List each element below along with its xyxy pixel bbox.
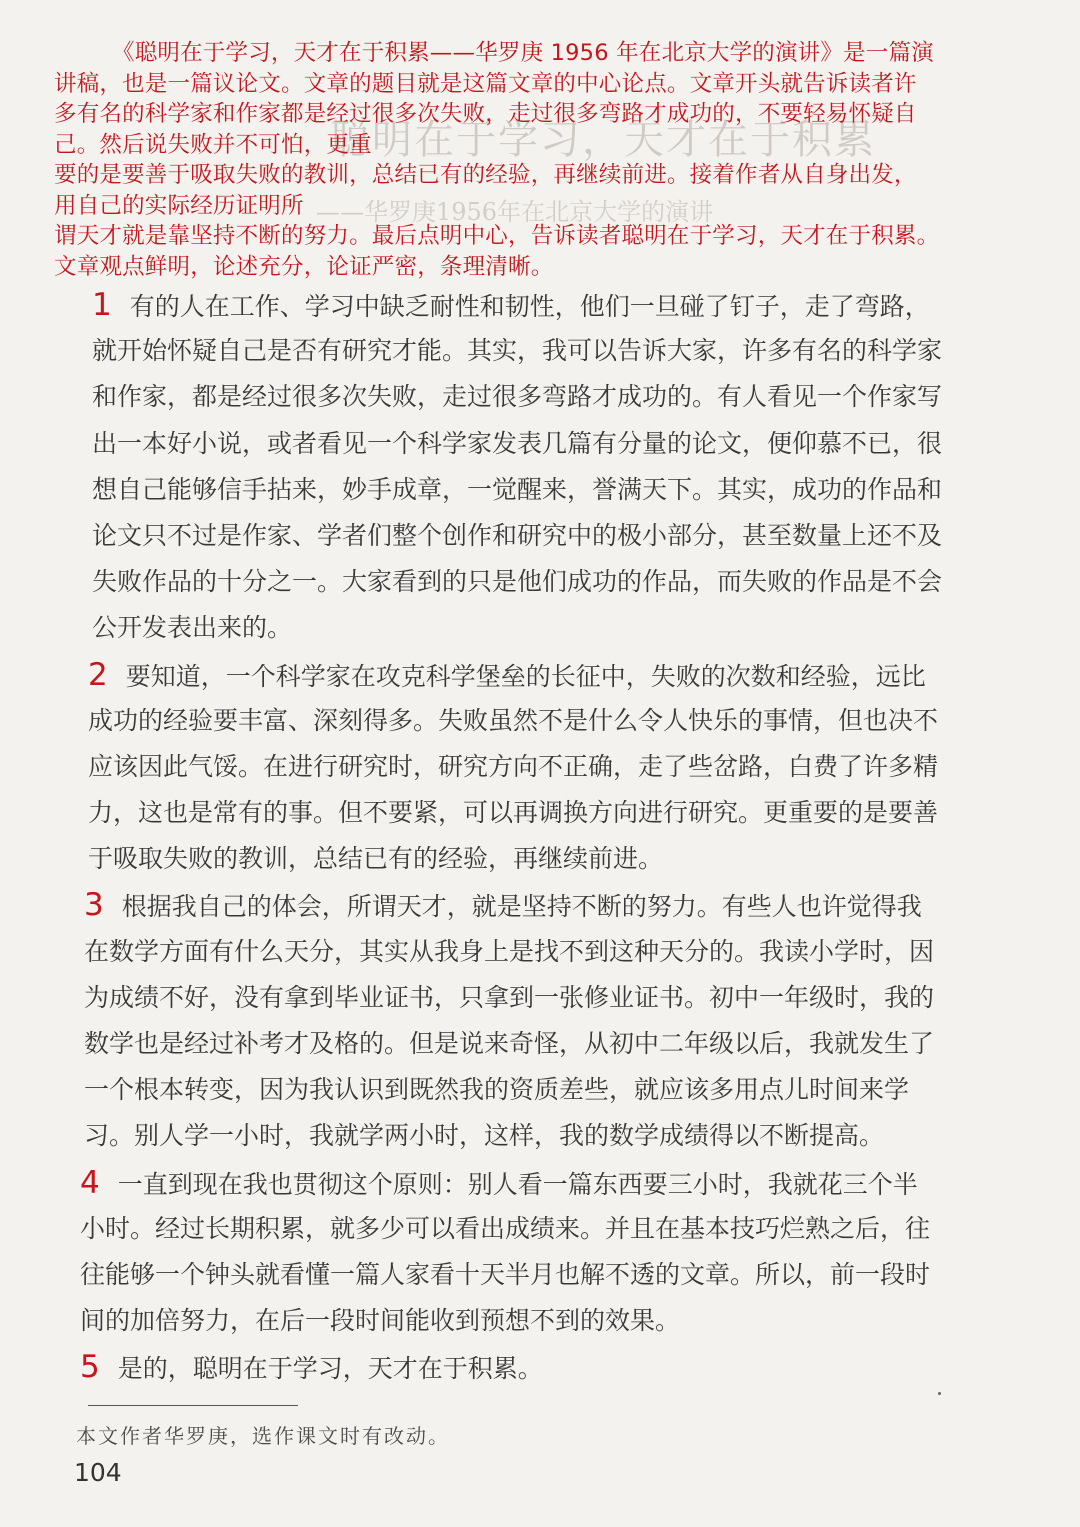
annotation-line: 多有名的科学家和作家都是经过很多次失败，走过很多弯路才成功的，不要轻易怀疑自 (54, 101, 917, 127)
annotation-line: 文章观点鲜明，论述充分，论证严密，条理清晰。 (54, 253, 554, 280)
paragraph-number: 1 (92, 287, 112, 323)
scan-speck (938, 1392, 941, 1395)
paragraph-3 (78, 882, 978, 1159)
footnote: 本文作者华罗庚，选作课文时有改动。 (76, 1424, 450, 1448)
paragraph-line: 和作家，都是经过很多次失败，走过很多弯路才成功的。有人看见一个作家写 (92, 382, 943, 412)
paragraph-line: 论文只不过是作家、学者们整个创作和研究中的极小部分，甚至数量上还不及 (92, 520, 943, 550)
paragraph-line: 一个根本转变，因为我认识到既然我的资质差些，就应该多用点儿时间来学 (84, 1075, 910, 1105)
paragraph-2 (78, 652, 978, 883)
paragraph-line (80, 1160, 978, 1206)
annotation-line: 己。然后说失败并不可怕，更重 (54, 131, 372, 158)
annotation-line: 讲稿，也是一篇议论文。文章的题目就是这篇文章的中心论点。文章开头就告诉读者许 (54, 70, 917, 97)
paragraph-line: 想自己能够信手拈来，妙手成章，一觉醒来，誉满天下。其实，成功的作品和 (92, 474, 943, 504)
footnote-divider (88, 1405, 298, 1406)
paragraph-line: 于吸取失败的教训，总结已有的经验，再继续前进。 (88, 844, 664, 874)
paragraph-line: 数学也是经过补考才及格的。但是说来奇怪，从初中二年级以后，我就发生了 (84, 1029, 935, 1058)
paragraph-line: 力，这也是常有的事。但不要紧，可以再调换方向进行研究。更重要的是要善 (88, 798, 939, 828)
paragraph-text: 一直到现在我也贯彻这个原则：别人看一篇东西要三小时，我就花三个半 (117, 1169, 918, 1199)
printed-title: 聪明在于学习，天才在于积累 (330, 117, 876, 163)
paragraph-line: 在数学方面有什么天分，其实从我身上是找不到这种天分的。我读小学时，因 (84, 936, 935, 966)
paragraph-line: 习。别人学一小时，我就学两小时，这样，我的数学成绩得以不断提高。 (84, 1121, 885, 1151)
red-annotation (54, 38, 990, 282)
paragraph-text: 要知道，一个科学家在攻克科学堡垒的长征中，失败的次数和经验，远比 (125, 661, 926, 691)
annotation-line: 《聪明在于学习，天才在于积累——华罗庚 1956 年在北京大学的演讲》是一篇演 (112, 40, 934, 66)
paragraph-number: 2 (88, 656, 108, 693)
paragraph-line: 间的加倍努力，在后一段时间能收到预想不到的效果。 (80, 1306, 681, 1336)
paragraph-line: 公开发表出来的。 (92, 613, 293, 643)
page-number: 104 (74, 1458, 122, 1487)
paragraph-number: 3 (84, 887, 104, 924)
paragraph-line: 应该因此气馁。在进行研究时，研究方向不正确，走了些岔路，白费了许多精 (88, 751, 939, 781)
printed-subtitle: ——华罗庚1956年在北京大学的演讲 (316, 198, 714, 226)
article-body (78, 282, 978, 1391)
paragraph-line: 小时。经过长期积累，就多少可以看出成绩来。并且在基本技巧烂熟之后，往 (80, 1213, 931, 1243)
paragraph-5 (78, 1344, 978, 1390)
annotation-line: 要的是要善于吸取失败的教训，总结已有的经验，再继续前进。接着作者从自身出发， (54, 162, 917, 188)
paragraph-line: 成功的经验要丰富、深刻得多。失败虽然不是什么令人快乐的事情，但也决不 (88, 705, 939, 735)
paragraph-line: 出一本好小说，或者看见一个科学家发表几篇有分量的论文，便仰慕不已，很 (92, 428, 943, 458)
paragraph-line (88, 652, 978, 698)
paragraph-1 (78, 282, 978, 652)
paragraph-line: 失败作品的十分之一。大家看到的只是他们成功的作品，而失败的作品是不会 (92, 567, 943, 597)
paragraph-number: 4 (80, 1164, 100, 1201)
annotation-line: 谓天才就是靠坚持不断的努力。最后点明中心，告诉读者聪明在于学习，天才在于积累。 (54, 223, 940, 249)
paragraph-line: 往能够一个钟头就看懂一篇人家看十天半月也解不透的文章。所以，前一段时 (80, 1259, 931, 1289)
paragraph-line: 为成绩不好，没有拿到毕业证书，只拿到一张修业证书。初中一年级时，我的 (84, 982, 935, 1012)
paragraph-4 (78, 1160, 978, 1345)
paragraph-number: 5 (80, 1349, 100, 1386)
paragraph-text: 根据我自己的体会，所谓天才，就是坚持不断的努力。有些人也许觉得我 (121, 892, 922, 922)
paragraph-text: 是的，聪明在于学习，天才在于积累。 (117, 1354, 543, 1384)
paragraph-line (84, 882, 978, 928)
paragraph-line (92, 282, 978, 328)
annotation-line: 用自己的实际经历证明所 (54, 192, 304, 219)
paragraph-line: 就开始怀疑自己是否有研究才能。其实，我可以告诉大家，许多有名的科学家 (92, 336, 943, 366)
paragraph-text: 有的人在工作、学习中缺乏耐性和韧性，他们一旦碰了钉子，走了弯路， (129, 292, 930, 321)
paragraph-line (80, 1344, 978, 1390)
